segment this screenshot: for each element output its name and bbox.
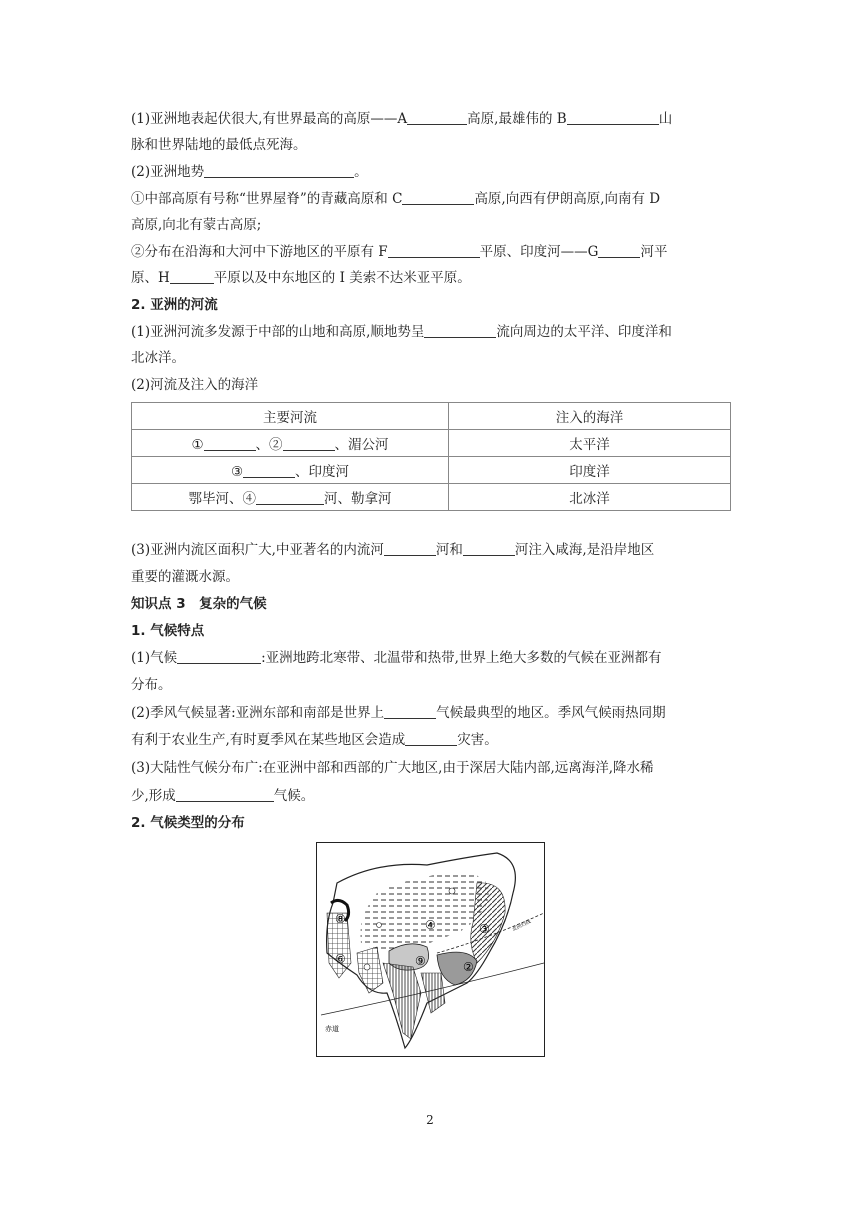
line-c2	[131, 648, 661, 668]
answer-blank	[402, 190, 474, 205]
line-1	[131, 109, 672, 129]
line-r3: (2)河流及注入的海洋	[131, 377, 259, 393]
answer-blank	[384, 541, 436, 556]
table-cell	[132, 457, 449, 484]
answer-blank	[388, 243, 480, 258]
answer-blank	[598, 243, 640, 258]
line-4	[131, 189, 660, 209]
line-5: 高原,向北有蒙古高原;	[131, 217, 262, 233]
answer-blank	[567, 110, 659, 125]
text: (1)气候	[131, 650, 178, 666]
text: 平原以及中东地区的 I 美索不达米亚平原。	[213, 270, 471, 286]
text: 气候。	[273, 788, 315, 804]
text: 高原,向西有伊朗高原,向南有 D	[474, 191, 661, 207]
answer-blank	[256, 490, 324, 505]
answer-blank	[204, 436, 256, 451]
section-heading-rivers: 2. 亚洲的河流	[131, 297, 218, 313]
answer-blank	[283, 436, 335, 451]
table-cell: 太平洋	[449, 430, 731, 457]
text: 高原,最雄伟的 B	[467, 111, 567, 127]
equator-label: 赤道	[325, 1025, 339, 1033]
text: 灾害。	[457, 732, 498, 748]
text: ②分布在沿海和大河中下游地区的平原有 F	[131, 244, 388, 260]
table-cell: 北冰洋	[449, 484, 731, 511]
text: 平原、印度河——G	[479, 244, 599, 260]
text: (2)季风气候显著:亚洲东部和南部是世界上	[131, 705, 385, 721]
text: 。	[354, 164, 368, 180]
line-6	[131, 242, 667, 262]
map-label: ⑨	[415, 954, 426, 968]
map-label: ⑧	[335, 912, 346, 926]
line-r5: 重要的灌溉水源。	[131, 569, 239, 585]
line-3	[131, 162, 368, 182]
line-7	[131, 268, 471, 288]
line-c3: 分布。	[131, 677, 172, 693]
text: 河平	[640, 244, 668, 260]
subheading-climate-distribution: 2. 气候类型的分布	[131, 815, 245, 831]
text: (1)亚洲河流多发源于中部的山地和高原,顺地势呈	[131, 324, 425, 340]
line-r2: 北冰洋。	[131, 350, 185, 366]
text: 少,形成	[131, 788, 176, 804]
map-label: ④	[425, 918, 436, 932]
map-label: ③	[479, 922, 490, 936]
table-header-row	[132, 403, 731, 430]
text: 气候最典型的地区。季风气候雨热同期	[436, 705, 666, 721]
line-c5	[131, 730, 498, 750]
subheading-climate-features: 1. 气候特点	[131, 623, 205, 639]
tropic-label: 北回归线	[511, 918, 532, 933]
line-c4	[131, 703, 666, 723]
text: 河、勒拿河	[324, 491, 392, 507]
answer-blank	[177, 649, 261, 664]
page-number: 2	[426, 1113, 434, 1127]
text: 、湄公河	[334, 437, 389, 453]
text: 有利于农业生产,有时夏季风在某些地区会造成	[131, 732, 406, 748]
answer-blank	[463, 541, 515, 556]
rivers-table	[131, 402, 731, 511]
answer-blank	[170, 269, 214, 284]
text: 、印度河	[295, 464, 350, 480]
table-header: 注入的海洋	[449, 403, 731, 430]
text: 鄂毕河、④	[188, 491, 256, 507]
line-c7	[131, 786, 314, 806]
text: :亚洲地跨北寒带、北温带和热带,世界上绝大多数的气候在亚洲都有	[261, 650, 662, 666]
asia-climate-map	[316, 842, 545, 1057]
line-r4	[131, 540, 654, 560]
line-r1	[131, 322, 672, 342]
text: ①中部高原有号称“世界屋脊”的青藏高原和 C	[131, 191, 403, 207]
text: ③	[230, 464, 244, 480]
table-row	[132, 484, 731, 511]
answer-blank	[243, 463, 295, 478]
map-label: ⑥	[335, 952, 346, 966]
answer-blank	[204, 163, 354, 178]
map-label: ②	[463, 960, 474, 974]
text: 原、H	[131, 270, 170, 286]
table-cell	[132, 430, 449, 457]
text: (1)亚洲地表起伏很大,有世界最高的高原——A	[131, 111, 408, 127]
line-c6: (3)大陆性气候分布广:在亚洲中部和西部的广大地区,由于深居大陆内部,远离海洋,降水稀	[131, 760, 654, 776]
answer-blank	[176, 787, 274, 802]
text: 山	[658, 111, 673, 127]
text: 、②	[255, 437, 283, 453]
table-cell	[132, 484, 449, 511]
answer-blank	[384, 704, 436, 719]
text: ①	[191, 437, 204, 453]
text: (2)亚洲地势	[131, 164, 205, 180]
table-cell: 印度洋	[449, 457, 731, 484]
text: 河和	[435, 542, 463, 558]
table-row	[132, 430, 731, 457]
answer-blank	[424, 323, 496, 338]
text: (3)亚洲内流区面积广大,中亚著名的内流河	[131, 542, 384, 558]
line-2: 脉和世界陆地的最低点死海。	[131, 137, 307, 153]
map-drawing	[317, 843, 544, 1056]
text: 流向周边的太平洋、印度洋和	[496, 324, 672, 340]
table-row	[132, 457, 731, 484]
text: 河注入咸海,是沿岸地区	[514, 542, 655, 558]
section-heading-climate: 知识点 3 复杂的气候	[131, 596, 267, 612]
answer-blank	[405, 731, 457, 746]
answer-blank	[407, 110, 467, 125]
table-header: 主要河流	[132, 403, 449, 430]
